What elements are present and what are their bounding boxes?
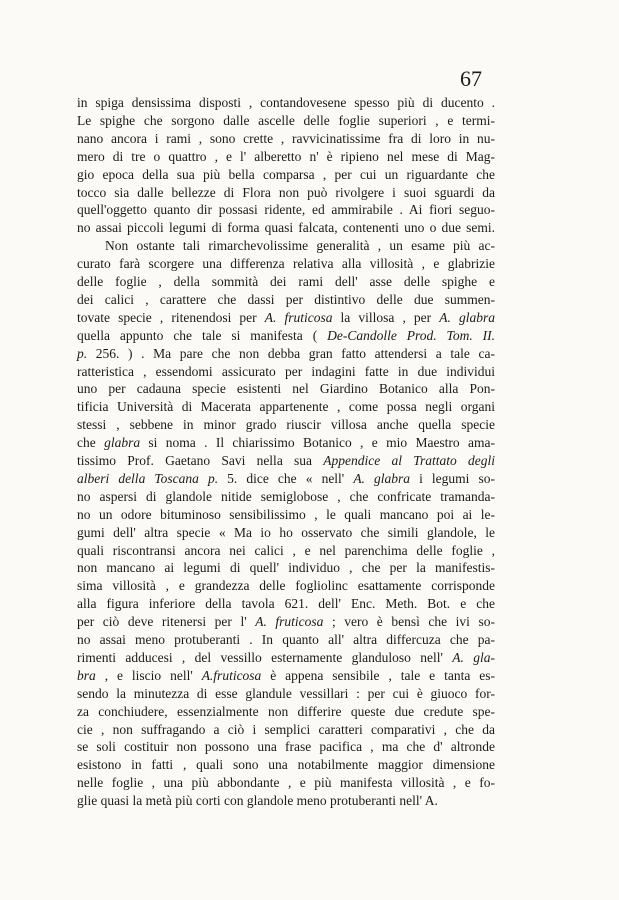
text-run: se soli costituir non possono una frase pacifica , ma che d' altronde (77, 739, 495, 755)
italic-text: A. gla- (452, 649, 495, 665)
text-run: 5. dice che « nell' (218, 470, 354, 486)
text-run: è appena sensibile , tale e tanta es- (261, 667, 495, 683)
italic-text: Appendice al Trattato degli (323, 453, 495, 468)
text-run: che (77, 435, 105, 451)
text-run: uno per cadauna specie esistenti nel Giardino Botanico alla Pon- (77, 381, 495, 397)
italic-text: A.fruticosa (201, 667, 262, 683)
text-run: delle foglie , della sommità dei rami dell' asse delle spighe e (77, 274, 495, 289)
text-run: tificia Università di Macerata appartenente , come possa negli organi (77, 399, 495, 415)
text-run: gio epoca della sua più bella comparsa , per cui un riguardante che (77, 166, 495, 182)
text-run: i legumi so- (410, 470, 495, 486)
text-run: ratteristica , essendomi assicurato per indagini fatte in due individui (77, 363, 495, 379)
text-run: Non ostante tali rimarchevolissime generalità , un esame più ac- (105, 238, 495, 254)
text-run: per ciò deve ritenersi per l' (77, 614, 256, 630)
text-run: gumi dell' altra specie « Ma io ho osservato che simili glandole, le (77, 524, 495, 540)
text-run: tocco sia dalle bellezze di Flora non può rivolgere i suoi sguardi da (77, 184, 495, 200)
italic-text: A. fruticosa (264, 309, 333, 325)
italic-text: p. (77, 345, 88, 361)
text-run: 256. ) . Ma pare che non debba gran fatto attendersi a tale ca- (87, 345, 495, 361)
text-run: si noma . Il chiarissimo Botanico , e mio Maestro ama- (140, 435, 496, 451)
text-run: tovate specie , ritenendosi per (77, 309, 265, 325)
text-line (77, 790, 495, 812)
text-run: tissimo Prof. Gaetano Savi nella sua (77, 453, 324, 468)
text-run: curato farà scorgere una differenza relativa alla villosità , e glabrizie (77, 256, 495, 272)
text-run: in spiga densissima disposti , contandovesene spesso più di ducento . (77, 95, 495, 110)
text-run: ; vero è bensì che ivi so- (323, 614, 495, 630)
italic-text: glabra (104, 435, 141, 451)
italic-text: A. glabra (439, 309, 495, 325)
text-run: Le spighe che sorgono dalle ascelle delle foglie superiori , e termi- (77, 112, 495, 128)
text-run: no un odore bituminoso sensibilissimo , le quali mancano poi ai le- (77, 506, 495, 522)
text-run: nano ancora i rami , sono crette , ravvicinatissime fra di loro in nu- (77, 130, 495, 146)
text-run: no assai piccoli legumi di forma quasi falcata, contenenti uno o due semi. (77, 220, 495, 236)
text-run: no assai meno protuberanti . In quanto all' altra differcuza che pa- (77, 632, 495, 647)
text-run: no aspersi di glandole nitide semiglobose , che confricate tramanda- (77, 488, 495, 504)
text-run: non mancano ai legumi di quell' individuo , che per la manifestis- (77, 560, 495, 576)
italic-text: De-Candolle Prod. Tom. II. (327, 327, 495, 343)
text-run: cie , non suffragando a ciò i semplici caratteri comparativi , che da (77, 721, 495, 737)
text-run: nelle foglie , una più abbondante , e più manifesta villosità , e fo- (77, 775, 495, 791)
italic-text: A. glabra (353, 470, 411, 486)
text-run: quali riscontransi ancora nei calici , e nel parenchima delle foglie , (77, 542, 495, 558)
italic-text: A. fruticosa (255, 614, 324, 630)
text-run: quell'oggetto quanto dir possasi ridente, ed ammirabile . Ai fiori seguo- (77, 202, 495, 218)
italic-text: bra (77, 667, 96, 683)
text-run: glie quasi la metà più corti con glandole meno protuberanti nell' A. (77, 793, 438, 809)
page-number: 67 (460, 66, 482, 91)
text-run: esistono in fatti , quali sono una notabilmente maggior dimensione (77, 757, 495, 773)
text-run: alla figura inferiore della tavola 621. dell' Enc. Meth. Bot. e che (77, 596, 495, 612)
text-run: mero di tre o quattro , e l' alberetto n' è ripieno nel mese di Mag- (77, 148, 495, 164)
text-run: stessi , sebbene in minor grado riuscir villosa anche quella specie (77, 417, 495, 433)
text-run: quella appunto che tale si manifesta ( (77, 327, 328, 343)
text-run: , e liscio nell' (95, 667, 202, 683)
italic-text: alberi della Toscana p. (77, 470, 219, 486)
text-run: za conchiudere, essenzialmente non differire queste due credute spe- (77, 703, 495, 719)
text-run: rimenti adducesi , del vessillo esternamente glanduloso nell' (77, 649, 453, 665)
text-run: sima villosità , e grandezza delle fogliolinc esattamente corrisponde (77, 578, 495, 594)
text-run: dei calici , carattere che dassi per distintivo delle due summen- (77, 291, 495, 307)
text-run: la villosa , per (332, 309, 440, 325)
text-run: sendo la minutezza di esse glandule vessillari : per cui è giuoco for- (77, 685, 495, 701)
